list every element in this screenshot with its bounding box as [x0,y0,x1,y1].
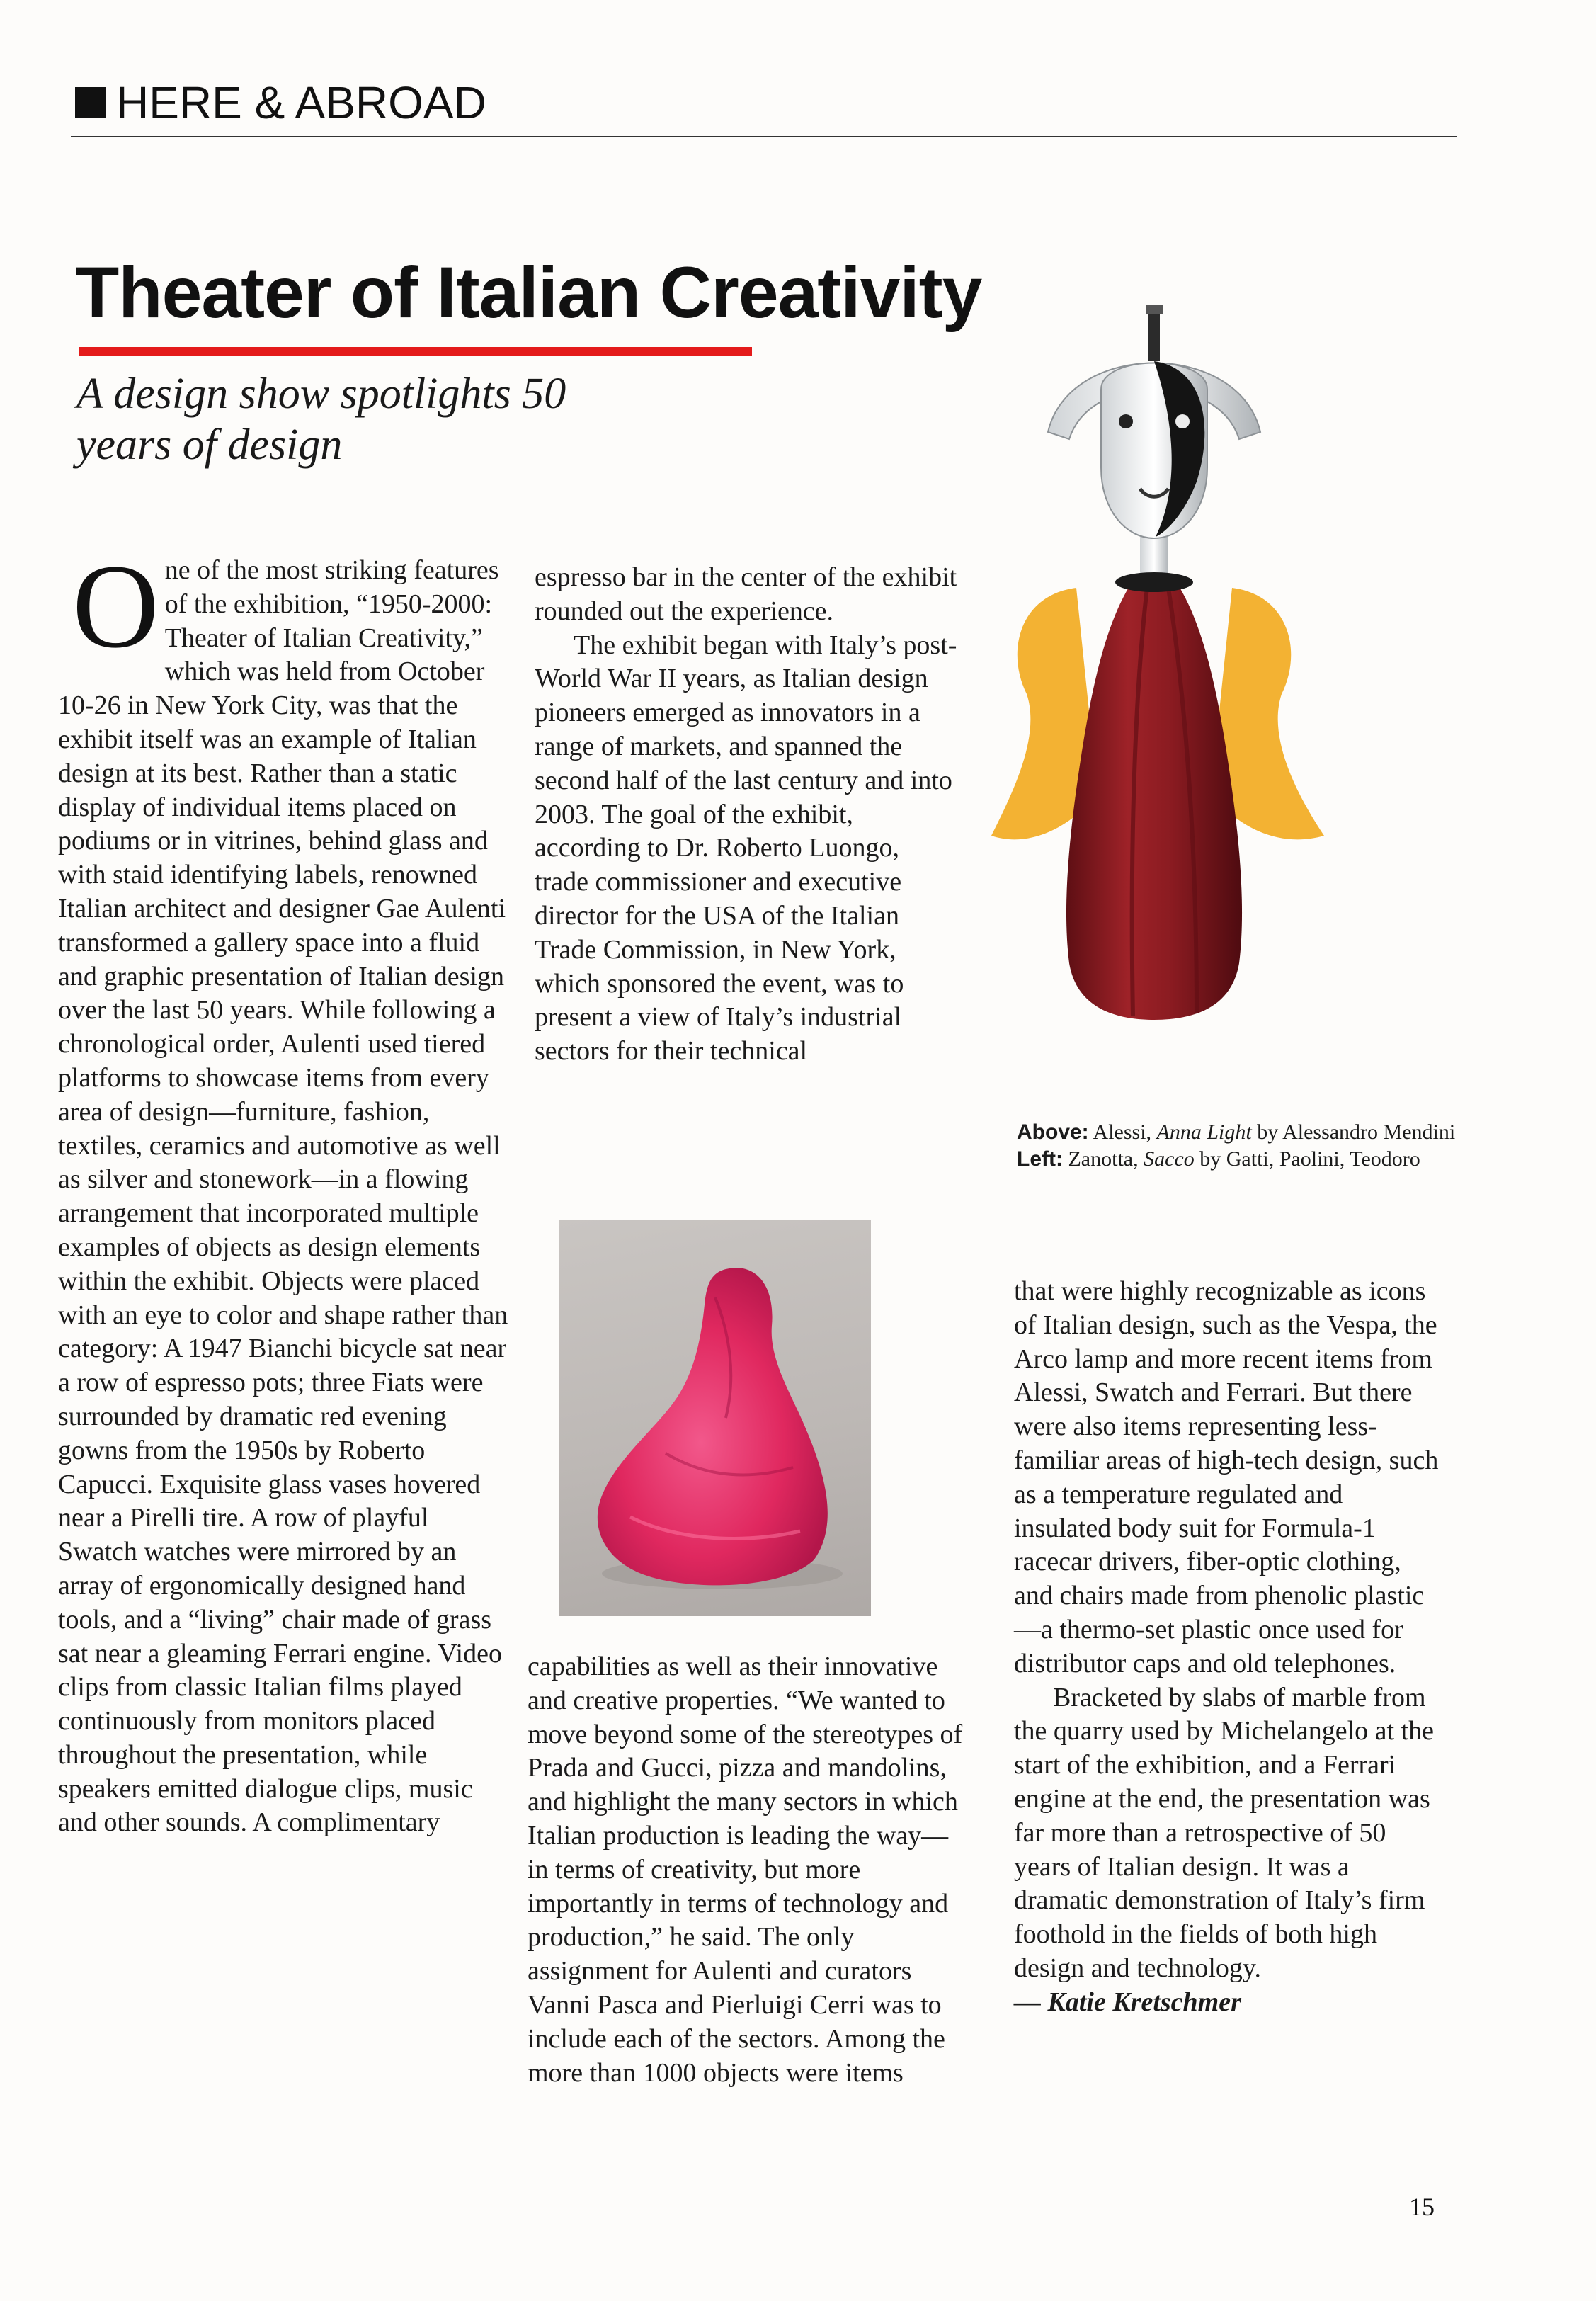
caption-left-credit: by Gatti, Paolini, Teodoro [1199,1147,1420,1171]
section-header [75,78,486,127]
caption-above-label: Above: [1017,1120,1089,1144]
photo-captions [1017,1119,1527,1173]
page-number: 15 [1409,2193,1435,2221]
caption-above-title: Anna Light [1156,1120,1252,1144]
caption-left [1017,1146,1527,1173]
sacco-chair-photo [559,1220,871,1616]
paragraph: espresso bar in the center of the exhibit rounded out the experience. [535,562,957,626]
title-accent-rule [79,347,752,356]
section-marker-square [75,87,106,118]
anna-light-image [970,255,1352,1105]
article-subtitle [76,368,728,470]
author-byline: — Katie Kretschmer [1014,1987,1241,2017]
anna-light-photo [970,255,1352,1105]
body-column-3 [1014,1275,1446,2020]
section-label: HERE & ABROAD [116,77,486,128]
paragraph: that were highly recognizable as icons of Italian design, such as the Vespa, the Arco lamp and more recent items from Alessi, Swatch and Ferrari. But there were also items representing less-familiar areas of high-tech design, such as a temperature regulated and insulated body suit for Formula-1 racecar drivers, fiber-optic clothing, and chairs made from phenolic plastic—a thermo-set plastic once used for distributor caps and old telephones. [1014,1276,1439,1678]
section-divider [71,136,1457,137]
paragraph: capabilities as well as their innovative and creative properties. “We wanted to move beyond some of the stereotypes of Prada and Gucci, pizza and mandolins, and highlight the many sectors in which Italian production is leading the way—in terms of creativity, but more importantly in terms of technology and production,” he said. The only assignment for Aulenti and curators Vanni Pasca and Pierluigi Cerri was to include each of the sectors. Among the more than 1000 objects were items [528,1652,963,2088]
paragraph-text: ne of the most striking features of the exhibition, “1950-2000: Theater of Italian Creativity,” which was held from October 10-26 in New York City, was that the exhibit itself was an example of Italian design at its best. Rather than a static display of individual items placed on podiums or in vitrines, behind glass and with staid identifying labels, renowned Italian architect and designer Gae Aulenti transformed a gallery space into a fluid and graphic presentation of Italian design over the last 50 years. While following a chronological order, Aulenti used tiered platforms to showcase items from every area of design—furniture, fashion, textiles, ceramics and automotive as well as silver and stonework—in a flowing arrangement that incorporated multiple examples of objects as design elements within the exhibit. Objects were placed with an eye to color and shape rather than category: A 1947 Bianchi bicycle sat near a row of espresso pots; three Fiats were surrounded by dramatic red evening gowns from the 1950s by Roberto Capucci. Exquisite glass vases hovered near a Pirelli tire. A row of playful Swatch watches were mirrored by an array of ergonomically designed hand tools, and a “living” chair made of grass sat near a gleaming Ferrari engine. Video clips from classic Italian films played continuously from monitors placed throughout the presentation, while speakers emitted dialogue clips, music and other sounds. A complimentary [58,555,508,1838]
subtitle-line-2: years of design [76,421,343,469]
caption-left-label: Left: [1017,1147,1063,1171]
sacco-chair-image [559,1220,871,1616]
caption-above-brand: Alessi, [1093,1120,1152,1144]
paragraph [58,540,511,1840]
paragraph: Bracketed by slabs of marble from the quarry used by Michelangelo at the start of the exhibition, and a Ferrari engine at the end, the presentation was far more than a retrospective of 50 years of Italian design. It was a dramatic demonstration of Italy’s firm foothold in the fields of both high design and technology. [1014,1682,1435,1983]
caption-above [1017,1119,1527,1146]
paragraph: The exhibit began with Italy’s post-World War II years, as Italian design pioneers emerged as innovators in a range of markets, and spanned the second half of the last century and into 2003. The goal of the exhibit, according to Dr. Roberto Luongo, trade commissioner and executive director for the USA of the Italian Trade Commission, in New York, which sponsored the event, was to present a view of Italy’s industrial sectors for their technical [535,630,957,1067]
body-column-1 [58,540,511,1840]
caption-above-credit: by Alessandro Mendini [1257,1120,1456,1144]
subtitle-line-1: A design show spotlights 50 [76,370,566,418]
drop-cap: O [72,540,159,673]
body-column-2-bottom [528,1650,967,2090]
body-column-2-top [535,561,959,1069]
caption-left-brand: Zanotta, [1068,1147,1139,1171]
caption-left-title: Sacco [1144,1147,1195,1171]
article-title: Theater of Italian Creativity [75,252,982,333]
